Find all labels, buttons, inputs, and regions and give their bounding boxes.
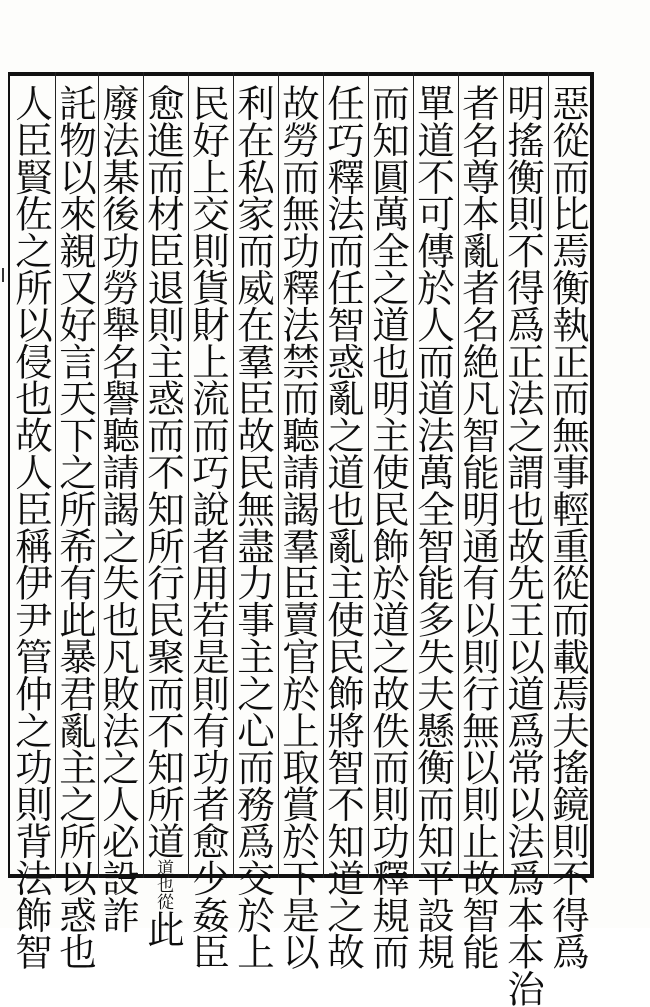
text-column-10-main: 愈進而材臣退則主惑而不知所行民聚而不知所道	[141, 84, 185, 859]
text-column-9: 民好上交則貨財上流而巧說者用若是則有功者愈少姦臣	[186, 84, 230, 970]
text-column-10	[137, 84, 189, 947]
text-column-12: 託物以來親又好言天下之所希有此暴君亂主之所以惑也	[53, 84, 97, 970]
interlinear-note	[153, 859, 172, 910]
text-column-2: 明搖衡則不得爲正法之謂也故先王以道爲常以法爲本本治	[501, 84, 545, 1007]
binding-edge-mark	[2, 268, 10, 282]
text-column-6: 任巧釋法而任智惑亂之道也亂主使民飾將智不知道之故	[321, 84, 365, 970]
text-column-7: 故勞而無功釋法禁而聽請謁羣臣賣官於上取賞於下是以	[276, 84, 320, 970]
text-column-10-tail: 此	[141, 909, 185, 947]
interlinear-note-a: 道也	[153, 858, 173, 893]
interlinear-note-b: 從	[153, 892, 173, 910]
text-column-5: 而知圓萬全之道也明主使民飾於道之故佚而則功釋規而	[366, 84, 410, 970]
text-column-3: 者名尊本亂者名絶凡智能明通有以則行無以則止故智能	[456, 84, 500, 970]
text-column-8: 利在私家而威在羣臣故民無盡力事主之心而務爲交於上	[231, 84, 275, 970]
text-column-1: 惡從而比焉衡執正而無事輕重從而載焉夫搖鏡則不得爲	[546, 84, 590, 970]
text-column-11: 廢法棊後功勞舉名譽聽請謁之失也凡敗法之人必設詐	[96, 84, 140, 933]
text-column-13: 人臣賢佐之所以侵也故人臣稱伊尹管仲之功則背法飾智	[9, 84, 53, 970]
text-column-4: 單道不可傳於人而道法萬全智能多失夫懸衡而知平設規	[411, 84, 455, 970]
